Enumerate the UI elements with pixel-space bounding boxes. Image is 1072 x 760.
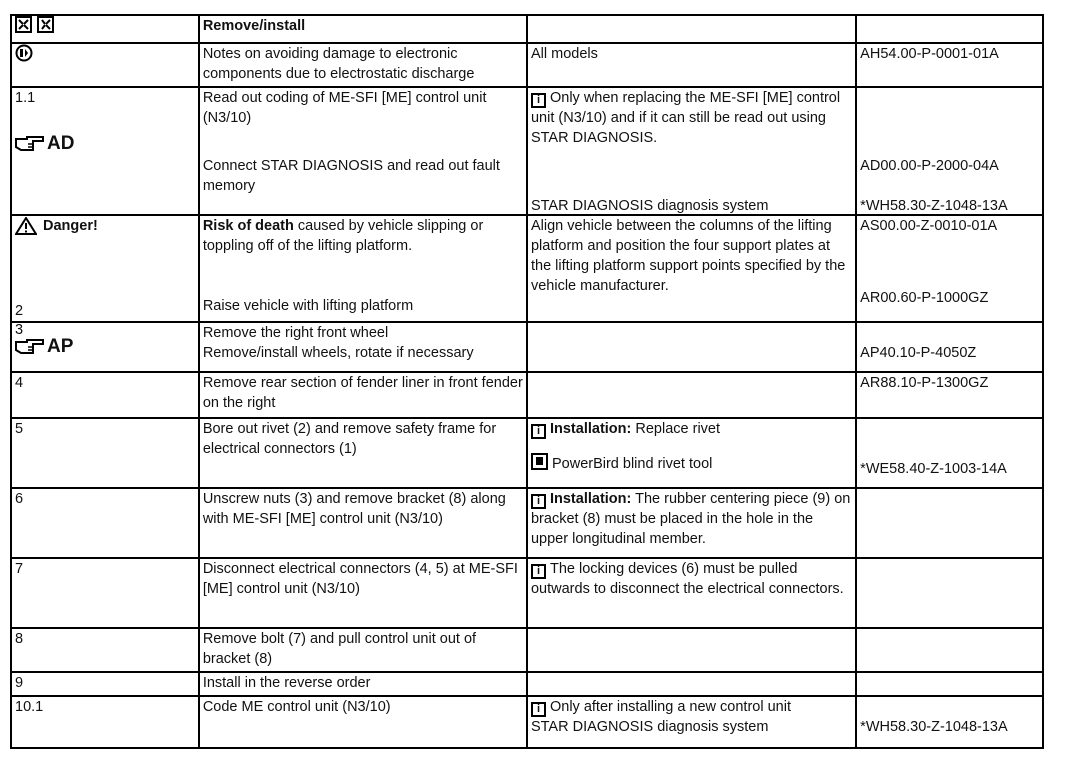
info-icon: i	[531, 93, 546, 108]
danger-text: caused by vehicle slipping or toppling off of the lifting platform.	[202, 218, 484, 254]
table-row	[11, 696, 1043, 748]
step-number: 10.1	[11, 696, 199, 748]
info-icon: i	[531, 424, 546, 439]
ad-ref2[interactable]: *WH58.30-Z-1048-13A	[860, 198, 1008, 214]
table-row	[11, 418, 1043, 488]
ad-ref1[interactable]: AD00.00-P-2000-04A	[860, 158, 999, 174]
ad-note: STAR DIAGNOSIS diagnosis system	[530, 198, 769, 214]
table-row	[11, 372, 1043, 418]
esd-models: All models	[527, 43, 856, 87]
info-icon: i	[531, 564, 546, 579]
table-row	[11, 488, 1043, 558]
header-empty-4	[856, 15, 1043, 43]
table-row	[11, 628, 1043, 672]
r2-ref[interactable]: AR00.60-P-1000GZ	[860, 290, 989, 306]
table-row	[11, 87, 1043, 215]
step-number: 4	[11, 372, 199, 418]
r5-note-label: Installation:	[549, 421, 632, 437]
step-number: 7	[11, 558, 199, 628]
header-icons-cell	[11, 15, 199, 43]
esd-ref[interactable]: AH54.00-P-0001-01A	[856, 43, 1043, 87]
ad-text: Connect STAR DIAGNOSIS and read out fault memory	[202, 158, 500, 194]
info-icon: i	[531, 702, 546, 717]
r7-text: Disconnect electrical connectors (4, 5) at ME-SFI [ME] control unit (N3/10)	[199, 558, 527, 628]
danger-note: Align vehicle between the columns of the lifting platform and position the four support plates at the lifting platform support points specified by the vehicle manufacturer.	[527, 215, 856, 322]
step-number: 2	[15, 303, 24, 319]
r4-ref[interactable]: AR88.10-P-1300GZ	[856, 372, 1043, 418]
step-number: 3	[15, 322, 24, 338]
step-number: 9	[11, 672, 199, 696]
r3-ref[interactable]: AP40.10-P-4050Z	[860, 345, 977, 361]
r8-text: Remove bolt (7) and pull control unit out of bracket (8)	[199, 628, 527, 672]
table-row	[11, 322, 1043, 372]
r6-text: Unscrew nuts (3) and remove bracket (8) along with ME-SFI [ME] control unit (N3/10)	[199, 488, 527, 558]
r9-text: Install in the reverse order	[199, 672, 527, 696]
header-row	[11, 15, 1043, 43]
r3-text: Remove the right front wheel	[202, 325, 389, 341]
esd-text: Notes on avoiding damage to electronic components due to electrostatic discharge	[199, 43, 527, 87]
r11-note: Only when replacing the ME-SFI [ME] control unit (N3/10) and if it can still be read out using STAR DIAGNOSIS.	[530, 90, 841, 146]
ap-code: AP	[47, 336, 74, 357]
special-tool-icon	[531, 453, 548, 470]
procedure-table	[10, 14, 1044, 749]
r101-note2: STAR DIAGNOSIS diagnosis system	[530, 719, 769, 735]
info-icon: i	[531, 494, 546, 509]
warning-triangle-icon	[15, 217, 37, 235]
r7-note: The locking devices (6) must be pulled outwards to disconnect the electrical connectors.	[530, 561, 844, 597]
r5-ref[interactable]: *WE58.40-Z-1003-14A	[860, 461, 1007, 477]
remove-install-icon	[15, 16, 55, 33]
r4-text: Remove rear section of fender liner in front fender on the right	[199, 372, 527, 418]
danger-label: Danger!	[43, 218, 98, 234]
r5-note: Replace rivet	[631, 421, 721, 437]
danger-bold: Risk of death	[202, 218, 294, 234]
step-number: 5	[11, 418, 199, 488]
r6-note-label: Installation:	[549, 491, 632, 507]
table-row	[11, 558, 1043, 628]
r2-text: Raise vehicle with lifting platform	[202, 298, 414, 314]
r3-text2: Remove/install wheels, rotate if necessary	[202, 345, 474, 361]
step-number: 1.1	[15, 90, 36, 106]
r5-text: Bore out rivet (2) and remove safety frame for electrical connectors (1)	[199, 418, 527, 488]
table-row	[11, 672, 1043, 696]
r101-text: Code ME control unit (N3/10)	[199, 696, 527, 748]
table-row	[11, 43, 1043, 87]
table-row	[11, 215, 1043, 322]
r6-note: The rubber centering piece (9) on bracket (8) must be placed in the hole in the upper longitudinal member.	[530, 491, 851, 547]
r5-tool: PowerBird blind rivet tool	[551, 456, 713, 472]
esd-icon	[15, 44, 33, 62]
header-title: Remove/install	[199, 15, 527, 43]
r101-note: Only after installing a new control unit	[549, 699, 791, 715]
step-number: 8	[11, 628, 199, 672]
pointing-hand-icon	[15, 338, 45, 356]
pointing-hand-icon	[15, 135, 45, 153]
header-empty-3	[527, 15, 856, 43]
step-number: 6	[11, 488, 199, 558]
ad-code: AD	[47, 133, 75, 154]
danger-ref[interactable]: AS00.00-Z-0010-01A	[860, 218, 998, 234]
step-text: Read out coding of ME-SFI [ME] control unit (N3/10)	[202, 90, 487, 126]
r101-ref[interactable]: *WH58.30-Z-1048-13A	[860, 719, 1008, 735]
